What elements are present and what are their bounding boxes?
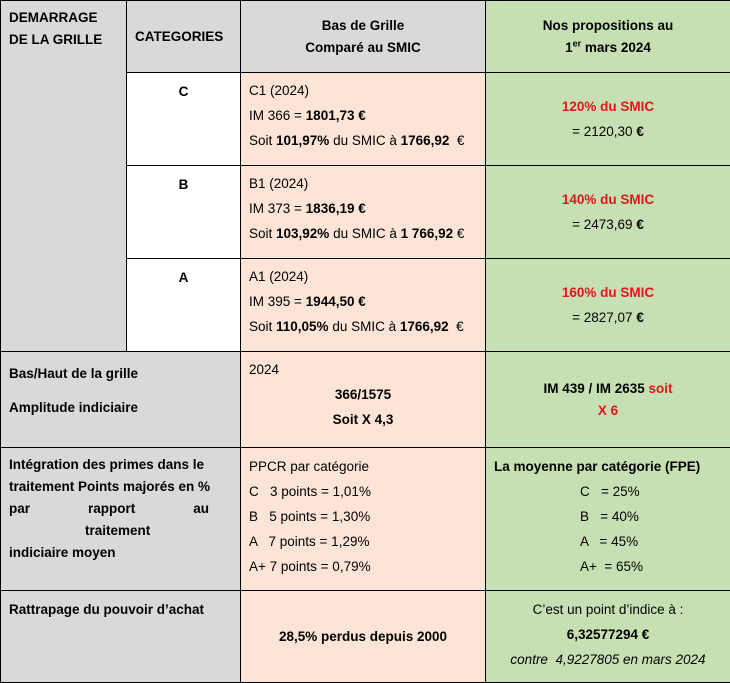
demarrage-line2: DE LA GRILLE [9, 29, 118, 51]
rattrapage-row [1, 591, 730, 683]
proposition-b-value [494, 212, 722, 237]
bashaut-prop-line2: X 6 [494, 400, 722, 422]
demarrage-line1: DEMARRAGE [9, 7, 118, 29]
fpe-row-a: A = 45% [494, 529, 722, 554]
grille-c-soit [249, 128, 477, 153]
ppcr-row-a: A 7 points = 1,29% [249, 529, 477, 554]
ppcr-row-b: B 5 points = 1,30% [249, 504, 477, 529]
bas-de-grille-line2: Comparé au SMIC [249, 37, 477, 59]
bashaut-prop-line1 [494, 378, 722, 400]
grille-c-soit-pct: 101,97% [276, 133, 329, 148]
fpe-row-aplus: A+ = 65% [494, 554, 722, 579]
ppcr-cell [241, 448, 486, 591]
bashaut-row [1, 352, 730, 448]
bashaut-label1: Bas/Haut de la grille [9, 357, 232, 391]
rattrapage-lost: 28,5% perdus depuis 2000 [249, 624, 477, 649]
grille-c-grade: C1 (2024) [249, 78, 477, 103]
grille-b-smic: 1 766,92 [401, 226, 454, 241]
category-b-label: B [127, 166, 241, 259]
grille-a-smic: 1766,92 [400, 319, 449, 334]
proposition-a-prefix: = [572, 310, 584, 325]
bashaut-label-cell [1, 352, 241, 448]
grille-c-smic: 1766,92 [401, 133, 450, 148]
bashaut-proposition-cell [486, 352, 730, 448]
propositions-header [486, 1, 730, 73]
proposition-a-pct: 160% du SMIC [494, 280, 722, 305]
demarrage-cell [1, 1, 127, 352]
proposition-a-value [494, 305, 722, 330]
grille-b-im-value: 1836,19 € [306, 201, 366, 216]
bashaut-prop-soit: soit [649, 381, 673, 396]
proposition-c-amount: 2120,30 [584, 124, 633, 139]
bashaut-grille-cell [241, 352, 486, 448]
proposition-c-prefix: = [572, 124, 584, 139]
grille-b-soit-prefix: Soit [249, 226, 276, 241]
grille-b-soit [249, 221, 477, 246]
grille-a-soit-pct: 110,05% [276, 319, 329, 334]
rattrapage-label: Rattrapage du pouvoir d’achat [9, 597, 232, 622]
grille-a-smic-tail: € [449, 319, 464, 334]
primes-word-par: par [9, 498, 30, 520]
proposition-c-value [494, 119, 722, 144]
primes-row [1, 448, 730, 591]
primes-label-line1: Intégration des primes dans le [9, 454, 232, 476]
grille-c-smic-tail: € [449, 133, 464, 148]
proposition-c-pct: 120% du SMIC [494, 94, 722, 119]
proposition-b-euro: € [636, 217, 644, 232]
propositions-day: 1 [565, 40, 573, 55]
category-c-label: C [127, 73, 241, 166]
proposition-b-cell [486, 166, 730, 259]
primes-word-rapport: rapport [88, 498, 135, 520]
propositions-line1: Nos propositions au [494, 15, 722, 37]
bas-de-grille-header [241, 1, 486, 73]
grille-b-im [249, 196, 477, 221]
grille-c-cell [241, 73, 486, 166]
grille-c-im [249, 103, 477, 128]
ppcr-row-aplus: A+ 7 points = 0,79% [249, 554, 477, 579]
primes-label-cell [1, 448, 241, 591]
grille-b-grade: B1 (2024) [249, 171, 477, 196]
propositions-date: mars 2024 [581, 40, 651, 55]
fpe-cell [486, 448, 730, 591]
propositions-line2 [494, 37, 722, 59]
grille-b-soit-suffix: du SMIC à [329, 226, 400, 241]
rattrapage-label-cell [1, 591, 241, 683]
grille-a-im-prefix: IM 395 = [249, 294, 306, 309]
rattrapage-point-line: C’est un point d’indice à : [494, 597, 722, 622]
proposition-c-cell [486, 73, 730, 166]
proposition-c-euro: € [636, 124, 644, 139]
grille-c-im-value: 1801,73 € [306, 108, 366, 123]
grille-a-grade: A1 (2024) [249, 264, 477, 289]
bashaut-label2: Amplitude indiciaire [9, 391, 232, 425]
ppcr-title: PPCR par catégorie [249, 454, 477, 479]
fpe-row-b: B = 40% [494, 504, 722, 529]
grille-a-soit-suffix: du SMIC à [329, 319, 400, 334]
bashaut-ratio: 366/1575 [249, 382, 477, 407]
proposition-a-euro: € [636, 310, 644, 325]
grille-b-cell [241, 166, 486, 259]
rattrapage-lost-cell [241, 591, 486, 683]
proposition-a-amount: 2827,07 [584, 310, 633, 325]
grille-a-soit [249, 314, 477, 339]
rattrapage-point-cell [486, 591, 730, 683]
grille-b-soit-pct: 103,92% [276, 226, 329, 241]
rattrapage-point-value: 6,32577294 € [494, 622, 722, 647]
header-row [1, 1, 730, 73]
rattrapage-contre: contre 4,9227805 en mars 2024 [494, 647, 722, 672]
primes-word-au: au [193, 498, 209, 520]
grille-a-im [249, 289, 477, 314]
category-a-label: A [127, 259, 241, 352]
bashaut-factor: Soit X 4,3 [249, 407, 477, 432]
grille-a-soit-prefix: Soit [249, 319, 276, 334]
fpe-title: La moyenne par catégorie (FPE) [494, 454, 722, 479]
bas-de-grille-line1: Bas de Grille [249, 15, 477, 37]
primes-label-line2: traitement Points majorés en % [9, 476, 232, 498]
categories-header-label: CATEGORIES [135, 24, 232, 49]
proposition-b-amount: 2473,69 [584, 217, 633, 232]
proposition-a-cell [486, 259, 730, 352]
primes-label-line4: traitement [9, 520, 232, 542]
categories-header [127, 1, 241, 73]
grille-b-smic-tail: € [453, 226, 464, 241]
bashaut-year: 2024 [249, 357, 477, 382]
fpe-row-c: C = 25% [494, 479, 722, 504]
grille-a-im-value: 1944,50 € [306, 294, 366, 309]
proposition-b-prefix: = [572, 217, 584, 232]
grille-a-cell [241, 259, 486, 352]
grille-c-im-prefix: IM 366 = [249, 108, 306, 123]
propositions-sup: er [573, 38, 582, 48]
primes-label-line3 [9, 498, 209, 520]
grille-c-soit-suffix: du SMIC à [329, 133, 400, 148]
primes-label-line5: indiciaire moyen [9, 542, 232, 564]
bashaut-prop-im: IM 439 / IM 2635 [543, 381, 648, 396]
proposition-b-pct: 140% du SMIC [494, 187, 722, 212]
grille-b-im-prefix: IM 373 = [249, 201, 306, 216]
grille-c-soit-prefix: Soit [249, 133, 276, 148]
ppcr-row-c: C 3 points = 1,01% [249, 479, 477, 504]
